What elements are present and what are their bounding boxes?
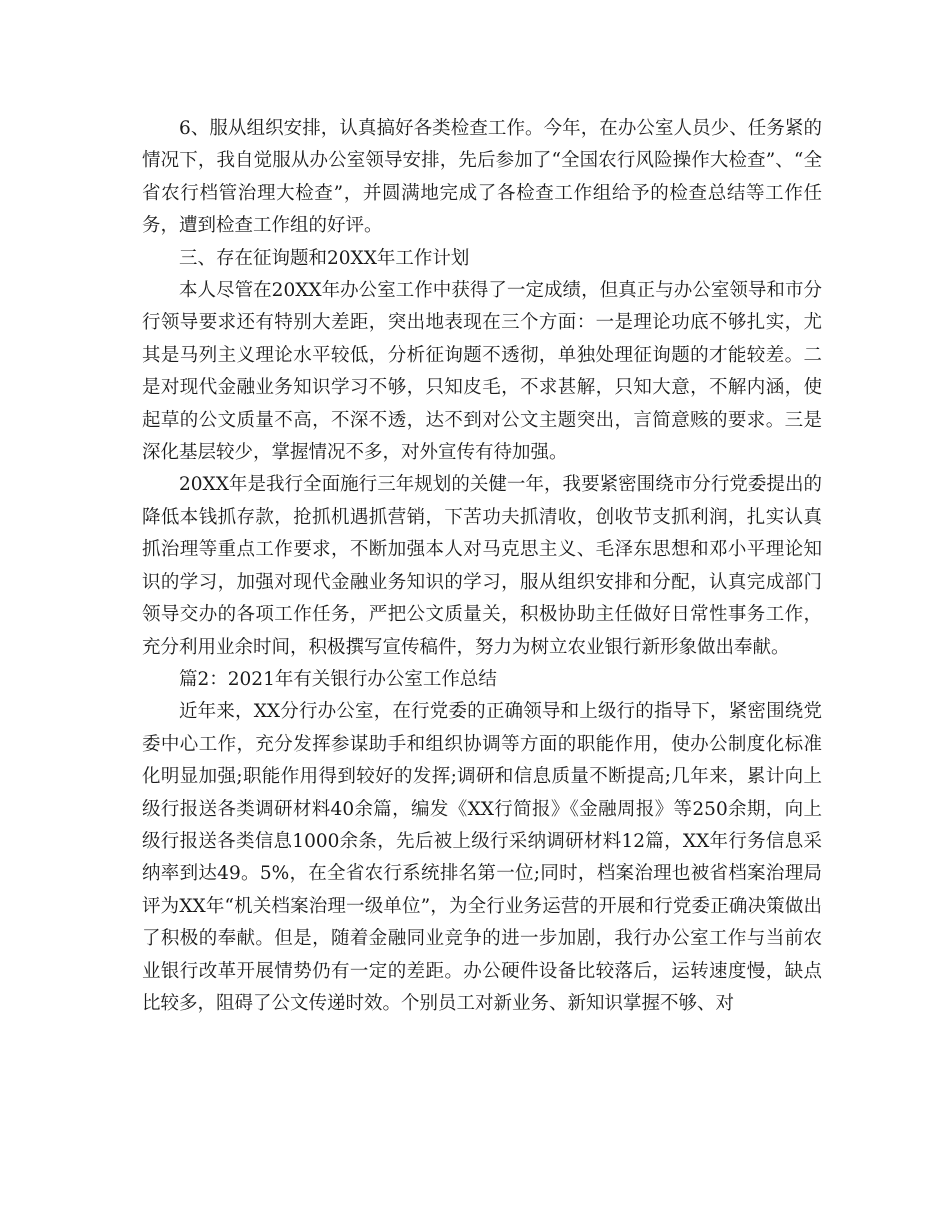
paragraph-shortcomings: 本人尽管在20XX年办公室工作中获得了一定成绩，但真正与办公室领导和市分行领导要求还有特别大差距，突出地表现在三个方面：一是理论功底不够扎实，尤其是马列主义理论水平较低，分析征询题不透彻，单独处理征询题的才能较差。二是对现代金融业务知识学习不够，只知皮毛，不求甚解，只知大意，不解内涵，使起草的公文质量不高，不深不透，达不到对公文主题突出，言简意赅的要求。三是深化基层较少，掌握情况不多，对外宣传有待加强。 [142, 280, 822, 464]
document-body [142, 113, 822, 1020]
paragraph-office-summary: 近年来，XX分行办公室，在行党委的正确领导和上级行的指导下，紧密围绕党委中心工作，充分发挥参谋助手和组织协调等方面的职能作用，使办公制度化标准化明显加强;职能作用得到较好的发挥;调研和信息质量不断提高;几年来，累计向上级行报送各类调研材料40余篇，编发《XX行简报》《金融周报》等250余期，向上级行报送各类信息1000余条，先后被上级行采纳调研材料12篇，XX年行务信息采纳率到达49。5%，在全省农行系统排名第一位;同时，档案治理也被省档案治理局评为XX年“机关档案治理一级单位”，为全行业务运营的开展和行党委正确决策做出了积极的奉献。但是，随着金融同业竞争的进一步加剧，我行办公室工作与当前农业银行改革开展情势仍有一定的差距。办公硬件设备比较落后，运转速度慢，缺点比较多，阻碍了公文传递时效。个别员工对新业务、新知识掌握不够、对 [142, 701, 822, 1014]
paragraph-inspection-work: 6、服从组织安排，认真搞好各类检查工作。今年，在办公室人员少、任务紧的情况下，我自觉服从办公室领导安排，先后参加了“全国农行风险操作大检查”、“全省农行档管治理大检查”，并圆满地完成了各检查工作组给予的检查总结等工作任务，遭到检查工作组的好评。 [142, 118, 822, 237]
article-heading-part-2: 篇2：2021年有关银行办公室工作总结 [179, 668, 497, 690]
paragraph-work-plan: 20XX年是我行全面施行三年规划的关健一年，我要紧密围绕市分行党委提出的降低本钱抓存款，抢抓机遇抓营销，下苦功夫抓清收，创收节支抓利润，扎实认真抓治理等重点工作要求，不断加强本人对马克思主义、毛泽东思想和邓小平理论知识的学习，加强对现代金融业务知识的学习，服从组织安排和分配，认真完成部门领导交办的各项工作任务，严把公文质量关，积极协助主任做好日常性事务工作，充分利用业余时间，积极撰写宣传稿件，努力为树立农业银行新形象做出奉献。 [142, 474, 822, 658]
section-heading-problems-and-plan: 三、存在征询题和20XX年工作计划 [179, 247, 470, 269]
